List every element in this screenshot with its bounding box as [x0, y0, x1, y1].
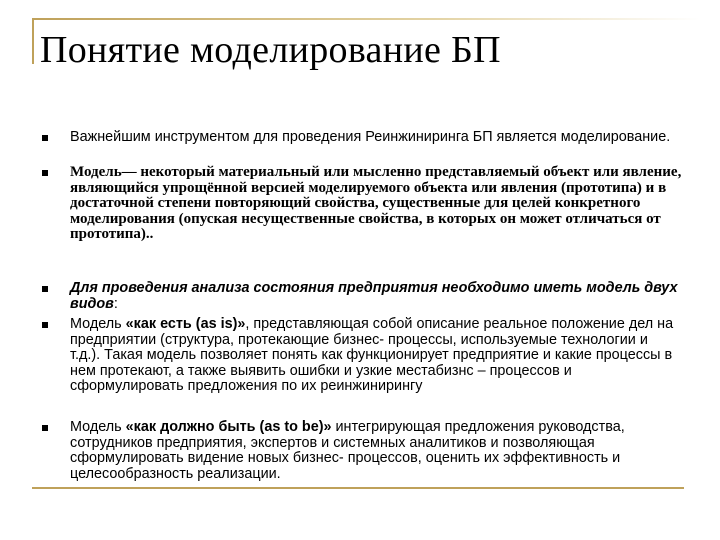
bullet-marker	[42, 135, 48, 141]
item-rest: интегрирующая предложения руководства, сотрудников предприятия, экспертов и системных аналитиков и позволяющая сформулировать видение новых бизнес- процессов, оценить их эффективность и целесообразность реализации.	[70, 419, 625, 482]
bullet-marker	[42, 286, 48, 292]
list-item-2	[42, 165, 682, 243]
bullet-marker	[42, 322, 48, 328]
bullet-marker	[42, 425, 48, 431]
title-top-rule	[32, 18, 700, 20]
item-rest: :	[113, 295, 118, 312]
list-item-5	[42, 420, 682, 482]
title-left-rule	[32, 18, 34, 64]
item-emphasis: «как есть (as is)»	[125, 316, 246, 332]
bottom-rule	[32, 487, 684, 489]
bullet-marker	[42, 170, 48, 176]
item-text: Модель— некоторый материальный или мысленно представляемый объект или явление, являющийся упрощённой версией моделируемого объекта или явления (прототипа) и в достаточной степени повторяющий свойства, существенные для целей конкретного моделирования (опуская несущественные свойства, в которых он может отличаться от прототипа)..	[70, 164, 682, 243]
item-emphasis: Для проведения анализа состояния предприятия необходимо иметь модель двух видов	[70, 280, 678, 312]
item-emphasis: «как должно быть (as to be)»	[125, 419, 332, 435]
item-text: Важнейшим инструментом для проведения Реинжиниринга БП является моделирование.	[70, 129, 671, 145]
item-prefix: Модель	[70, 316, 126, 332]
item-rest: , представляющая собой описание реальное положение дел на предприятии (структура, протекающие бизнес- процессы, используемые технологии и т.д.). Такая модель позволяет понять как функционирует предприятие и какие процессы в нем протекают, а также выявить ошибки и узкие местабизнс – процессов и сформулировать предложения по их реинжинирингу	[70, 316, 674, 395]
item-text	[70, 317, 682, 395]
list-item-3	[42, 281, 682, 312]
slide-title: Понятие моделирование БП	[40, 29, 501, 71]
item-text	[70, 420, 682, 482]
item-text	[70, 281, 682, 312]
list-item-4	[42, 317, 682, 395]
list-item-1	[42, 130, 682, 146]
item-prefix: Модель	[70, 419, 126, 435]
